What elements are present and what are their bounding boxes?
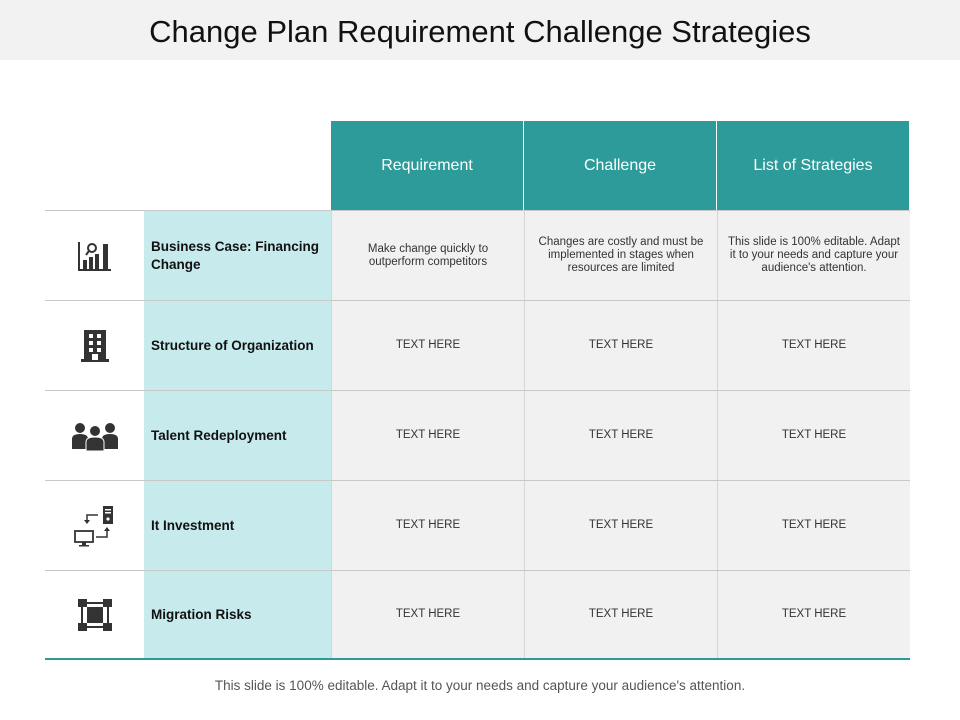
team-icon — [70, 421, 120, 451]
table-row — [45, 390, 910, 480]
row-label: Structure of Organization — [144, 301, 331, 390]
table-row — [45, 210, 910, 300]
cell-strategies: TEXT HERE — [717, 571, 910, 658]
cell-strategies: This slide is 100% editable. Adapt it to your needs and capture your audience's attention. — [717, 211, 910, 300]
cell-challenge: TEXT HERE — [524, 571, 717, 658]
row-label: It Investment — [144, 481, 331, 570]
page-title: Change Plan Requirement Challenge Strategies — [149, 14, 811, 49]
cell-requirement: Make change quickly to outperform competitors — [331, 211, 524, 300]
row-icon-cell — [45, 211, 144, 300]
header-requirement: Requirement — [331, 121, 524, 210]
row-label: Business Case: Financing Change — [144, 211, 331, 300]
row-label: Talent Redeployment — [144, 391, 331, 480]
table-row — [45, 480, 910, 570]
server-computer-exchange-icon — [73, 504, 117, 548]
strategy-table — [45, 121, 910, 660]
row-label: Migration Risks — [144, 571, 331, 658]
header-strategies: List of Strategies — [717, 121, 910, 210]
title-bar — [0, 0, 960, 60]
cell-requirement: TEXT HERE — [331, 571, 524, 658]
row-icon-cell — [45, 481, 144, 570]
row-icon-cell — [45, 571, 144, 658]
row-icon-cell — [45, 301, 144, 390]
table-row — [45, 300, 910, 390]
row-icon-cell — [45, 391, 144, 480]
network-nodes-icon — [77, 598, 113, 632]
cell-requirement: TEXT HERE — [331, 391, 524, 480]
bar-chart-magnifier-icon — [77, 240, 113, 272]
cell-challenge: TEXT HERE — [524, 301, 717, 390]
header-challenge: Challenge — [524, 121, 717, 210]
building-icon — [80, 329, 110, 363]
table-row — [45, 570, 910, 660]
cell-challenge: TEXT HERE — [524, 481, 717, 570]
cell-challenge: TEXT HERE — [524, 391, 717, 480]
footer-note: This slide is 100% editable. Adapt it to your needs and capture your audience's attention. — [214, 678, 746, 693]
cell-strategies: TEXT HERE — [717, 391, 910, 480]
cell-requirement: TEXT HERE — [331, 301, 524, 390]
cell-requirement: TEXT HERE — [331, 481, 524, 570]
cell-strategies: TEXT HERE — [717, 481, 910, 570]
cell-challenge: Changes are costly and must be implemented in stages when resources are limited — [524, 211, 717, 300]
cell-strategies: TEXT HERE — [717, 301, 910, 390]
